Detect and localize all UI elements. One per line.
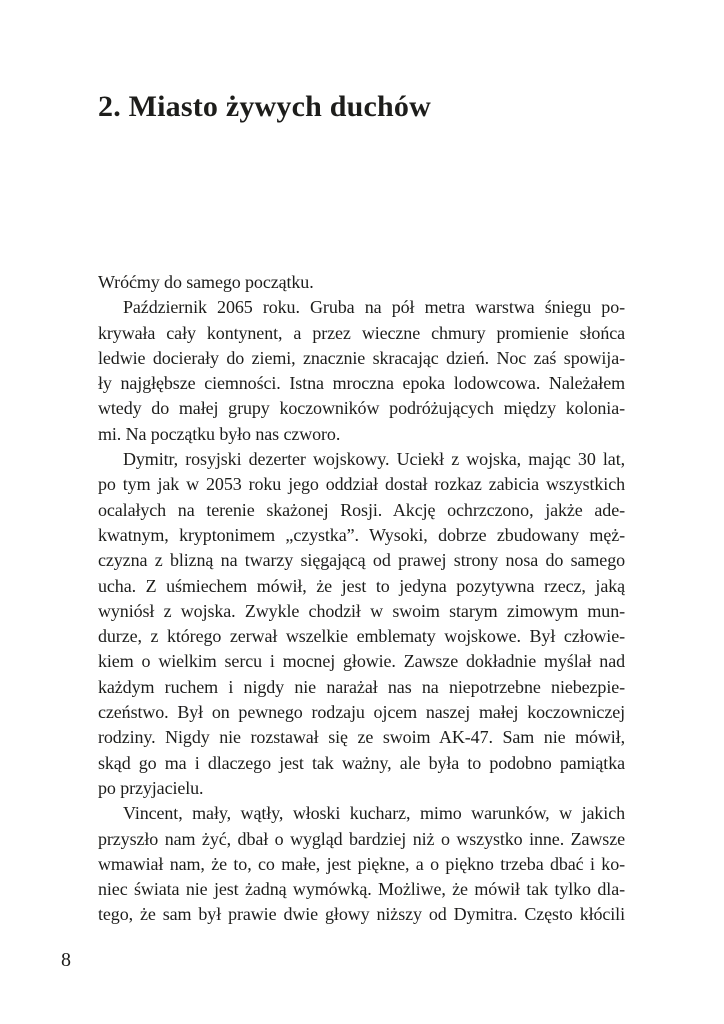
text-line: Dymitr, rosyjski dezerter wojskowy. Uciekł z wojska, mając 30 lat, <box>123 449 625 470</box>
text-line: niec świata nie jest żadną wymówką. Możliwe, że mówił tak tylko dla- <box>98 879 625 900</box>
text-line: przyszło nam żyć, dbał o wygląd bardziej niż o wszystko inne. Zawsze <box>98 828 625 849</box>
text-line: tego, że sam był prawie dwie głowy niższy od Dymitra. Często kłócili <box>98 904 625 925</box>
text-line: ocalałych na terenie skażonej Rosji. Akcję ochrzczono, jakże ade- <box>98 499 625 520</box>
text-line: wtedy do małej grupy koczowników podróżujących między kolonia- <box>98 398 625 419</box>
text-line: mi. Na początku było nas czworo. <box>98 423 341 444</box>
paragraph <box>98 447 625 801</box>
text-line: po przyjacielu. <box>98 777 204 798</box>
text-line: durze, z którego zerwał wszelkie emblematy wojskowe. Był człowie- <box>98 626 625 647</box>
text-line: Wróćmy do samego początku. <box>98 272 314 292</box>
chapter-title: 2. Miasto żywych duchów <box>98 90 431 123</box>
paragraph <box>98 801 625 927</box>
text-line: Październik 2065 roku. Gruba na pół metra warstwa śniegu po- <box>123 297 625 318</box>
text-line: wyniósł z wojska. Zwykle chodził w swoim starym zimowym mun- <box>98 600 625 621</box>
text-line: każdym ruchem i nigdy nie narażał nas na niepotrzebne niebezpie- <box>98 676 625 697</box>
text-line: kwatnym, kryptonimem „czystka”. Wysoki, dobrze zbudowany męż- <box>98 524 625 545</box>
text-line: ły najgłębsze ciemności. Istna mroczna epoka lodowcowa. Należałem <box>98 373 625 394</box>
text-line: Vincent, mały, wątły, włoski kucharz, mimo warunków, w jakich <box>123 803 625 824</box>
text-line: krywała cały kontynent, a przez wieczne chmury promienie słońca <box>98 322 625 343</box>
text-line: czeństwo. Był on pewnego rodzaju ojcem naszej małej koczowniczej <box>98 702 625 723</box>
page-number: 8 <box>61 949 71 971</box>
paragraph <box>98 270 625 295</box>
text-line: rodziny. Nigdy nie rozstawał się ze swoim AK-47. Sam nie mówił, <box>98 727 625 748</box>
text-line: ucha. Z uśmiechem mówił, że jest to jedyna pozytywna rzecz, jaką <box>98 575 625 596</box>
text-line: kiem o wielkim sercu i mocnej głowie. Zawsze dokładnie myślał nad <box>98 651 625 672</box>
text-line: skąd go ma i dlaczego jest tak ważny, ale była to podobno pamiątka <box>98 752 625 773</box>
text-line: ledwie docierały do ziemi, znacznie skracając dzień. Noc zaś spowija- <box>98 347 625 368</box>
text-line: czyzna z blizną na twarzy sięgającą od prawej strony nosa do samego <box>98 550 625 571</box>
text-line: po tym jak w 2053 roku jego oddział dostał rozkaz zabicia wszystkich <box>98 474 625 495</box>
body-text <box>98 270 625 928</box>
paragraph <box>98 295 625 447</box>
text-line: wmawiał nam, że to, co małe, jest piękne, a o piękno trzeba dbać i ko- <box>98 853 625 874</box>
